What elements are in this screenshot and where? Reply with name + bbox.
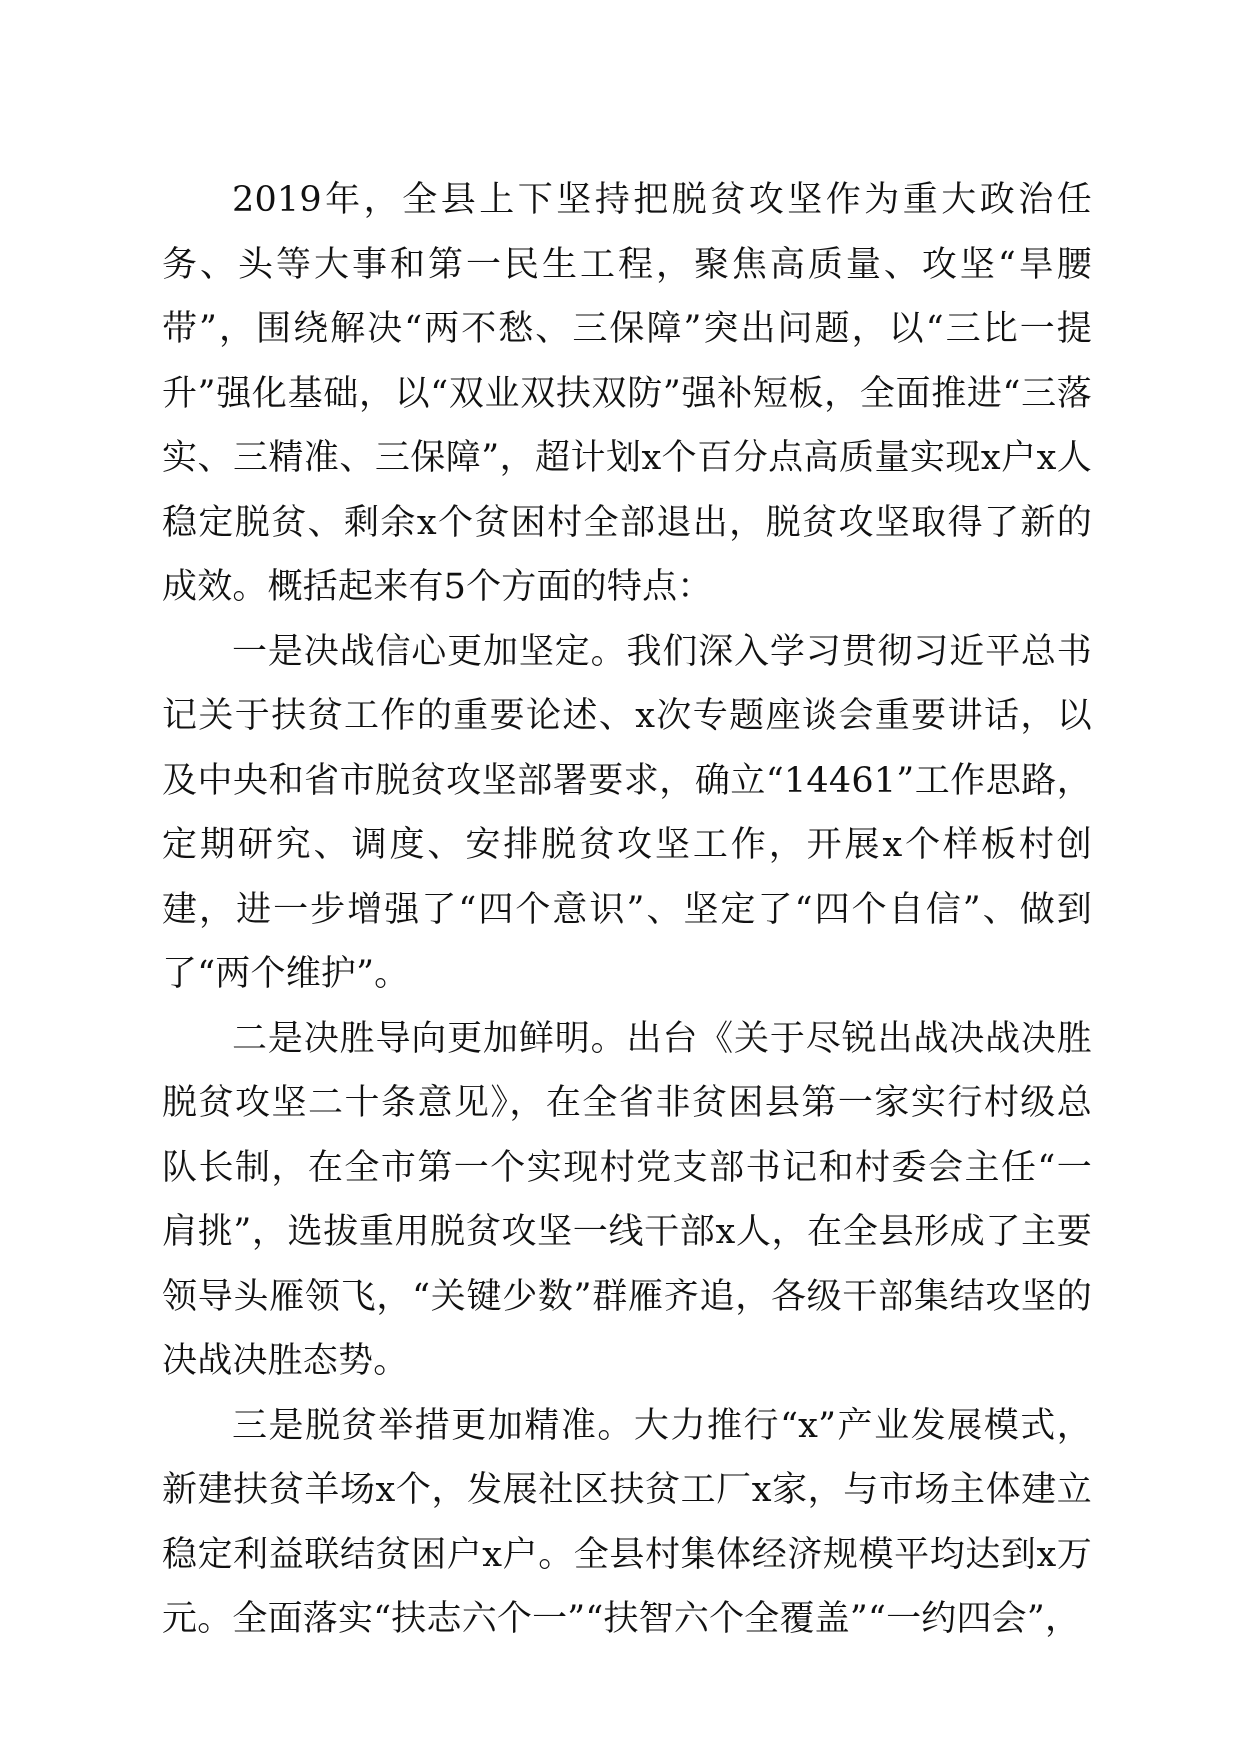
document-page — [162, 168, 1092, 1652]
paragraph-point-two: 二是决胜导向更加鲜明。出台《关于尽锐出战决战决胜脱贫攻坚二十条意见》，在全省非贫困县第一家实行村级总队长制，在全市第一个实现村党支部书记和村委会主任“一肩挑”，选拔重用脱贫攻坚一线干部x人，在全县形成了主要领导头雁领飞，“关键少数”群雁齐追，各级干部集结攻坚的决战决胜态势。 — [162, 1018, 1092, 1381]
paragraph-point-three: 三是脱贫举措更加精准。大力推行“x”产业发展模式，新建扶贫羊场x个，发展社区扶贫工厂x家，与市场主体建立稳定利益联结贫困户x户。全县村集体经济规模平均达到x万元。全面落实“扶志六个一”“扶智六个全覆盖”“一约四会”， — [162, 1405, 1092, 1639]
paragraph-point-one: 一是决战信心更加坚定。我们深入学习贯彻习近平总书记关于扶贫工作的重要论述、x次专题座谈会重要讲话，以及中央和省市脱贫攻坚部署要求，确立“14461”工作思路，定期研究、调度、安排脱贫攻坚工作，开展x个样板村创建，进一步增强了“四个意识”、坚定了“四个自信”、做到了“两个维护”。 — [162, 631, 1092, 994]
paragraph-intro: 2019年，全县上下坚持把脱贫攻坚作为重大政治任务、头等大事和第一民生工程，聚焦高质量、攻坚“旱腰带”，围绕解决“两不愁、三保障”突出问题，以“三比一提升”强化基础，以“双业双扶双防”强补短板，全面推进“三落实、三精准、三保障”，超计划x个百分点高质量实现x户x人稳定脱贫、剩余x个贫困村全部退出，脱贫攻坚取得了新的成效。概括起来有5个方面的特点： — [162, 180, 1092, 607]
